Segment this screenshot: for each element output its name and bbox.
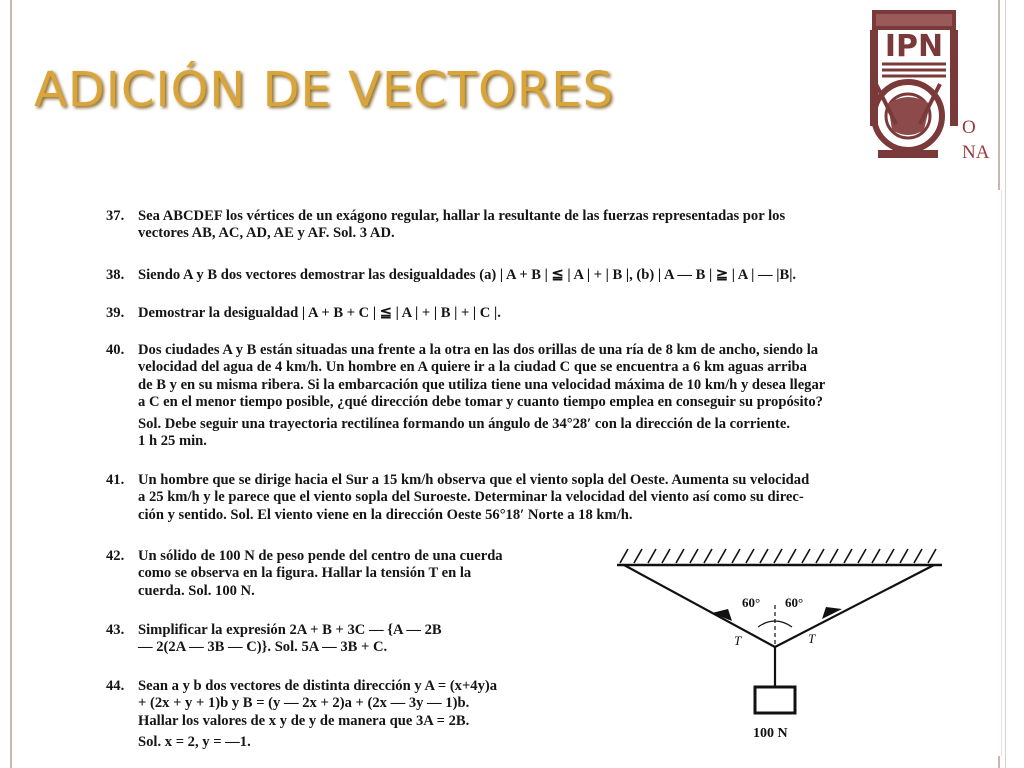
scanned-problems-page [52,190,1002,756]
problem-line: Sean a y b dos vectores de distinta dirección y A = (x+4y)a [138,678,498,694]
problem-39 [106,305,501,322]
problem-line: Demostrar la desigualdad | A + B + C | ≦ | A | + | B | + | C |. [138,305,501,321]
tension-diagram [612,545,947,755]
problem-40 [106,342,825,450]
problem-line: Dos ciudades A y B están situadas una frente a la otra en las dos orillas de una ría de 8 km de ancho, siendo la [138,342,819,358]
ipn-logo [858,4,970,166]
problem-line: — 2(2A — 3B — C)}. Sol. 5A — 3B + C. [138,639,388,656]
problem-line: Un sólido de 100 N de peso pende del centro de una cuerda [138,548,503,564]
ceiling-hatching [620,549,936,563]
problem-line: de B y en su misma ribera. Si la embarcación que utiliza tiene una velocidad máxima de 10 km/h y desea llegar [138,376,826,393]
problem-line: ción y sentido. Sol. El viento viene en la dirección Oeste 56°18′ Norte a 18 km/h. [138,506,633,523]
problem-line: Simplificar la expresión 2A + B + 3C — {A — 2B [138,622,442,638]
problem-number: 37. [106,208,125,224]
problem-number: 39. [106,305,125,321]
problem-number: 41. [106,472,125,488]
angle-left-label: 60° [742,595,761,610]
problem-line: Sol. Debe seguir una trayectoria rectilínea formando un ángulo de 34°28′ con la dirección de la corriente. [138,415,791,432]
problem-line: 1 h 25 min. [138,433,207,450]
problem-line: a C en el menor tiempo posible, ¿qué dirección debe tomar y cuanto tiempo emplea en conseguir su propósito? [138,394,823,411]
problem-number: 40. [106,342,125,358]
logo-text-line1: O [962,117,976,138]
problem-line: Sea ABCDEF los vértices de un exágono regular, hallar la resultante de las fuerzas representadas por los [138,208,786,224]
slide-right-rule-inner [1005,0,1006,768]
problem-44 [106,678,497,752]
problem-number: 44. [106,678,125,694]
tension-right-label: T [808,631,816,646]
problem-line: como se observa en la figura. Hallar la tensión T en la [138,565,472,582]
logo-letters: IPN [884,29,944,64]
problem-line: Siendo A y B dos vectores demostrar las desigualdades (a) | A + B | ≦ | A | + | B |, (b) | A — B | ≧ | A | — |B|. [138,267,797,283]
problem-line: velocidad del agua de 4 km/h. Un hombre en A quiere ir a la ciudad C que se encuentra a 6 km aguas arriba [138,359,807,376]
problem-line: cuerda. Sol. 100 N. [138,582,255,599]
problem-43 [106,622,442,657]
problem-42 [106,548,503,600]
problem-line: Un hombre que se dirige hacia el Sur a 15 km/h observa que el viento sopla del Oeste. Aumenta su velocidad [138,472,810,488]
problem-number: 43. [106,622,125,638]
problem-number: 42. [106,548,125,564]
problem-41 [106,472,809,524]
angle-right-label: 60° [785,595,804,610]
slide-title: ADICIÓN DE VECTORES [34,62,615,118]
problem-line: a 25 km/h y le parece que el viento sopla del Suroeste. Determinar la velocidad del viento así como su direc- [138,489,804,506]
weight-label: 100 N [753,726,788,741]
problem-37 [106,208,785,243]
problem-number: 38. [106,267,125,283]
problem-line: vectores AB, AC, AD, AE y AF. Sol. 3 AD. [138,225,395,242]
problem-line: Sol. x = 2, y = —1. [138,734,251,751]
tension-left-label: T [734,633,742,648]
slide-left-rule [10,0,12,768]
problem-38 [106,267,796,284]
problem-line: Hallar los valores de x y de y de manera que 3A = 2B. [138,712,470,729]
logo-text-line2: NA [962,142,990,163]
problem-line: + (2x + y + 1)b y B = (y — 2x + 2)a + (2x — 3y — 1)b. [138,695,470,712]
weight-block [755,687,795,713]
